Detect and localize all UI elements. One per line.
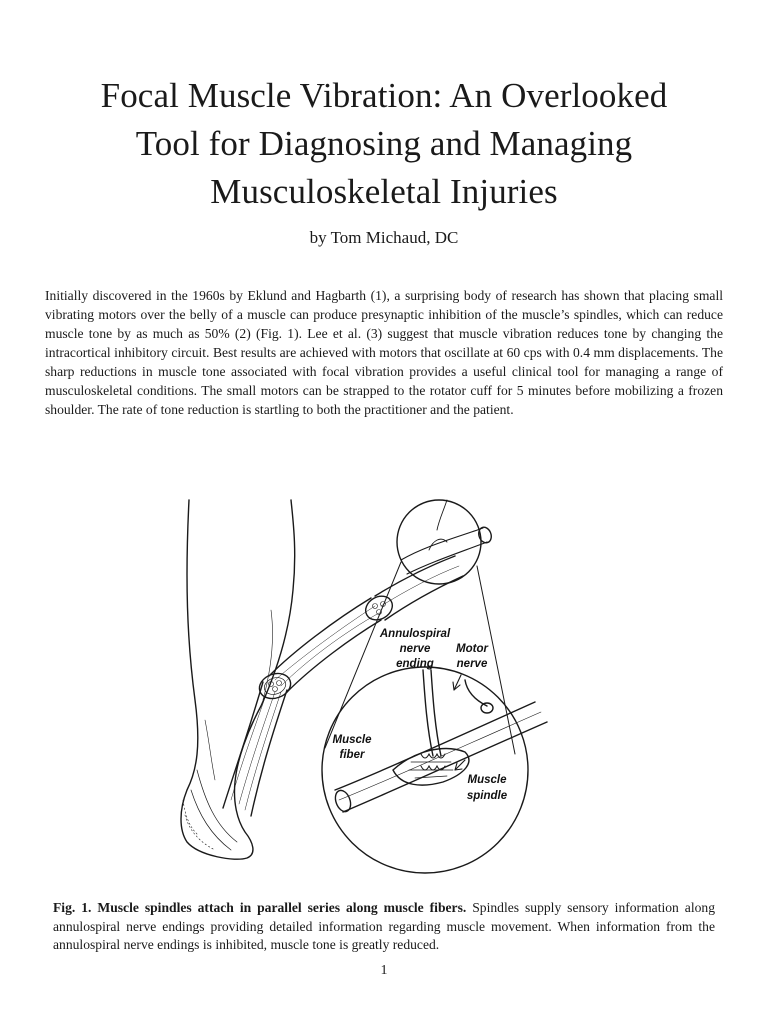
intro-text-start: Initially discovered in the 1960s by Eklund and Hagbarth (1), a surprising body of research has shown that placing small vibrating motors over the belly of a muscle can produce presynaptic inhibition of the muscle’s spindles, which can reduce muscle tone by as much as 50% (2) (Fig. 1). Lee et al. (3) suggest [45, 288, 723, 341]
author-byline: by Tom Michaud, DC [309, 228, 459, 247]
magnifier-small [397, 500, 481, 584]
label-fiber-line-2: fiber [339, 749, 365, 761]
label-motor-line-1: Motor [456, 643, 488, 655]
caption-lead: Fig. 1. Muscle spindles attach in parallel series along muscle fibers. [53, 900, 467, 915]
title-line-2: Tool for Diagnosing and Managing [135, 124, 633, 163]
intro-text-end: The sharp reductions in muscle tone associated with focal vibration provides a useful clinical tool for managing a range of musculoskeletal conditions. The small motors can be strapped to the rotator cuff for 5 minutes before mobilizing a frozen shoulder. The rate of tone reduction is startling to both the practitioner and the patient. [45, 345, 723, 417]
intro-emphasis: that muscle vibration reduces tone by changing the intracortical inhibitory circuit. Best results are achieved with motors that oscillate at 60 cps with 0.4 mm displacements. [45, 326, 723, 360]
figure-caption [53, 899, 715, 955]
leg-outline [181, 500, 295, 859]
label-spindle-line-2: spindle [466, 790, 508, 802]
caption-body: Spindles supply sensory information along annulospiral nerve endings providing detailed information regarding muscle movement. When information from the annulospiral nerve endings is inhibited, muscle tone is greatly reduced. [53, 900, 715, 952]
label-annulospiral-line-1: Annulospiral [379, 628, 451, 640]
label-motor-line-2: nerve [456, 658, 488, 670]
title-line-1: Focal Muscle Vibration: An Overlooked [100, 76, 668, 115]
muscle-fiber-upper [375, 556, 463, 620]
annulospiral-nerve-fiber [423, 670, 441, 756]
magnified-muscle-fiber [332, 702, 547, 812]
figure-muscle-spindle [175, 470, 585, 890]
label-annulospiral-line-3: ending [396, 658, 434, 670]
label-spindle-line-1: Muscle [467, 774, 507, 786]
page-number: 1 [380, 963, 388, 978]
muscle-spindle-illustration [175, 470, 585, 890]
motor-nerve-fiber [465, 680, 487, 706]
label-fiber-line-1: Muscle [332, 734, 372, 746]
label-annulospiral-line-2: nerve [399, 643, 431, 655]
cross-section-middle [361, 591, 396, 624]
article-title [40, 72, 728, 216]
title-line-3: Musculoskeletal Injuries [210, 172, 558, 211]
muscle-fascicle-middle [269, 598, 381, 692]
intro-paragraph [45, 286, 723, 419]
